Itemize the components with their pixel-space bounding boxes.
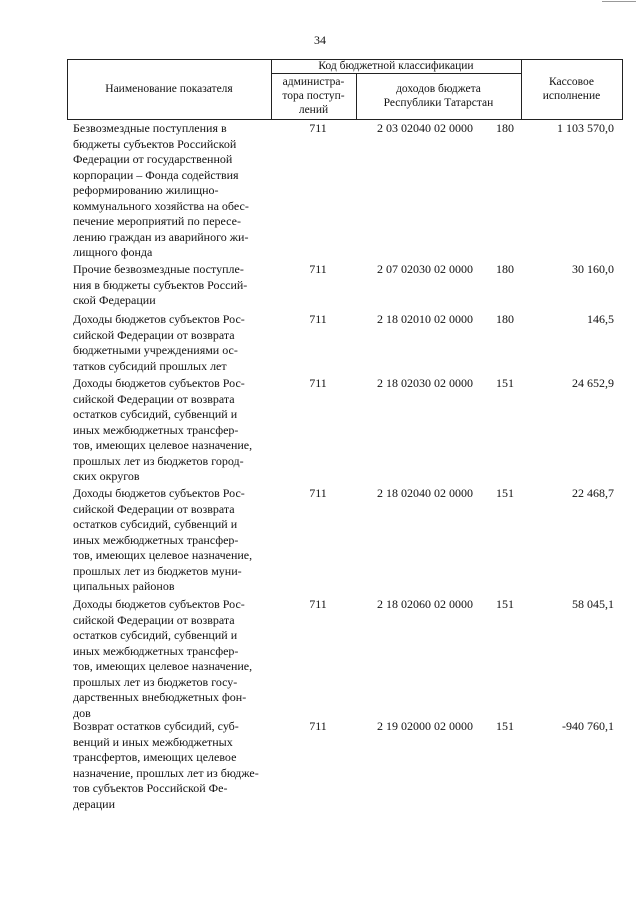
page-number: 34 [314,33,326,47]
row-subcode: 180 [496,262,514,276]
row-amount: 146,5 [587,312,614,326]
row-name: Возврат остатков субсидий, суб- венций и иных межбюджетных трансфертов, имеющих целевое назначение, прошлых лет из бюдже- тов субъектов Российской Фе- дерации [73,719,259,811]
row-name: Прочие безвозмездные поступле- ния в бюджеты субъектов Россий- ской Федерации [73,262,248,307]
row-income-code: 2 03 02040 02 0000 [377,121,473,135]
name-column-header: Наименование показателя [105,83,233,95]
row-amount: 24 652,9 [572,376,614,390]
row-admin-code: 711 [309,376,327,390]
row-subcode: 180 [496,312,514,326]
admin-column-header: администра- тора поступ- лений [282,76,345,116]
row-admin-code: 711 [309,486,327,500]
row-subcode: 151 [496,719,514,733]
header-bottom-border [67,119,623,120]
row-income-code: 2 18 02060 02 0000 [377,597,473,611]
row-admin-code: 711 [309,262,327,276]
row-admin-code: 711 [309,312,327,326]
row-income-code: 2 19 02000 02 0000 [377,719,473,733]
row-amount: 30 160,0 [572,262,614,276]
row-name: Доходы бюджетов субъектов Рос- сийской Федерации от возврата бюджетными учреждениями ос- татков субсидий прошлых лет [73,312,245,373]
corner-mark [602,1,636,2]
row-admin-code: 711 [309,719,327,733]
row-amount: 58 045,1 [572,597,614,611]
row-admin-code: 711 [309,121,327,135]
cash-column-header: Кассовое исполнение [542,76,601,102]
row-subcode: 151 [496,376,514,390]
row-name: Доходы бюджетов субъектов Рос- сийской Федерации от возврата остатков субсидий, субвенций и иных межбюджетных трансфер- тов, имеющих целевое назначение, прошлых лет из бюджетов муни- ципальных районов [73,486,253,593]
row-name: Доходы бюджетов субъектов Рос- сийской Федерации от возврата остатков субсидий, субвенций и иных межбюджетных трансфер- тов, имеющих целевое назначение, прошлых лет из бюджетов город- ских округов [73,376,253,483]
table-header [67,59,623,119]
row-name: Доходы бюджетов субъектов Рос- сийской Федерации от возврата остатков субсидий, субвенций и иных межбюджетных трансфер- тов, имеющих целевое назначение, прошлых лет из бюджетов госу- дарственных внебюджетных фон- дов [73,597,253,720]
row-income-code: 2 07 02030 02 0000 [377,262,473,276]
row-subcode: 151 [496,597,514,611]
header-right-border [622,59,623,119]
row-amount: 22 468,7 [572,486,614,500]
row-income-code: 2 18 02040 02 0000 [377,486,473,500]
row-income-code: 2 18 02030 02 0000 [377,376,473,390]
row-income-code: 2 18 02010 02 0000 [377,312,473,326]
row-admin-code: 711 [309,597,327,611]
classification-header: Код бюджетной классификации [318,60,474,72]
row-amount: 1 103 570,0 [557,121,614,135]
row-subcode: 180 [496,121,514,135]
row-name: Безвозмездные поступления в бюджеты субъектов Российской Федерации от государственной корпорации – Фонда содействия реформированию жилищно- коммунального хозяйства на обес- печение мероприятий по пересе- лению граждан из аварийного жи- лищного фонда [73,121,249,259]
income-column-header: доходов бюджета Республики Татарстан [383,83,494,109]
row-amount: -940 760,1 [562,719,614,733]
row-subcode: 151 [496,486,514,500]
